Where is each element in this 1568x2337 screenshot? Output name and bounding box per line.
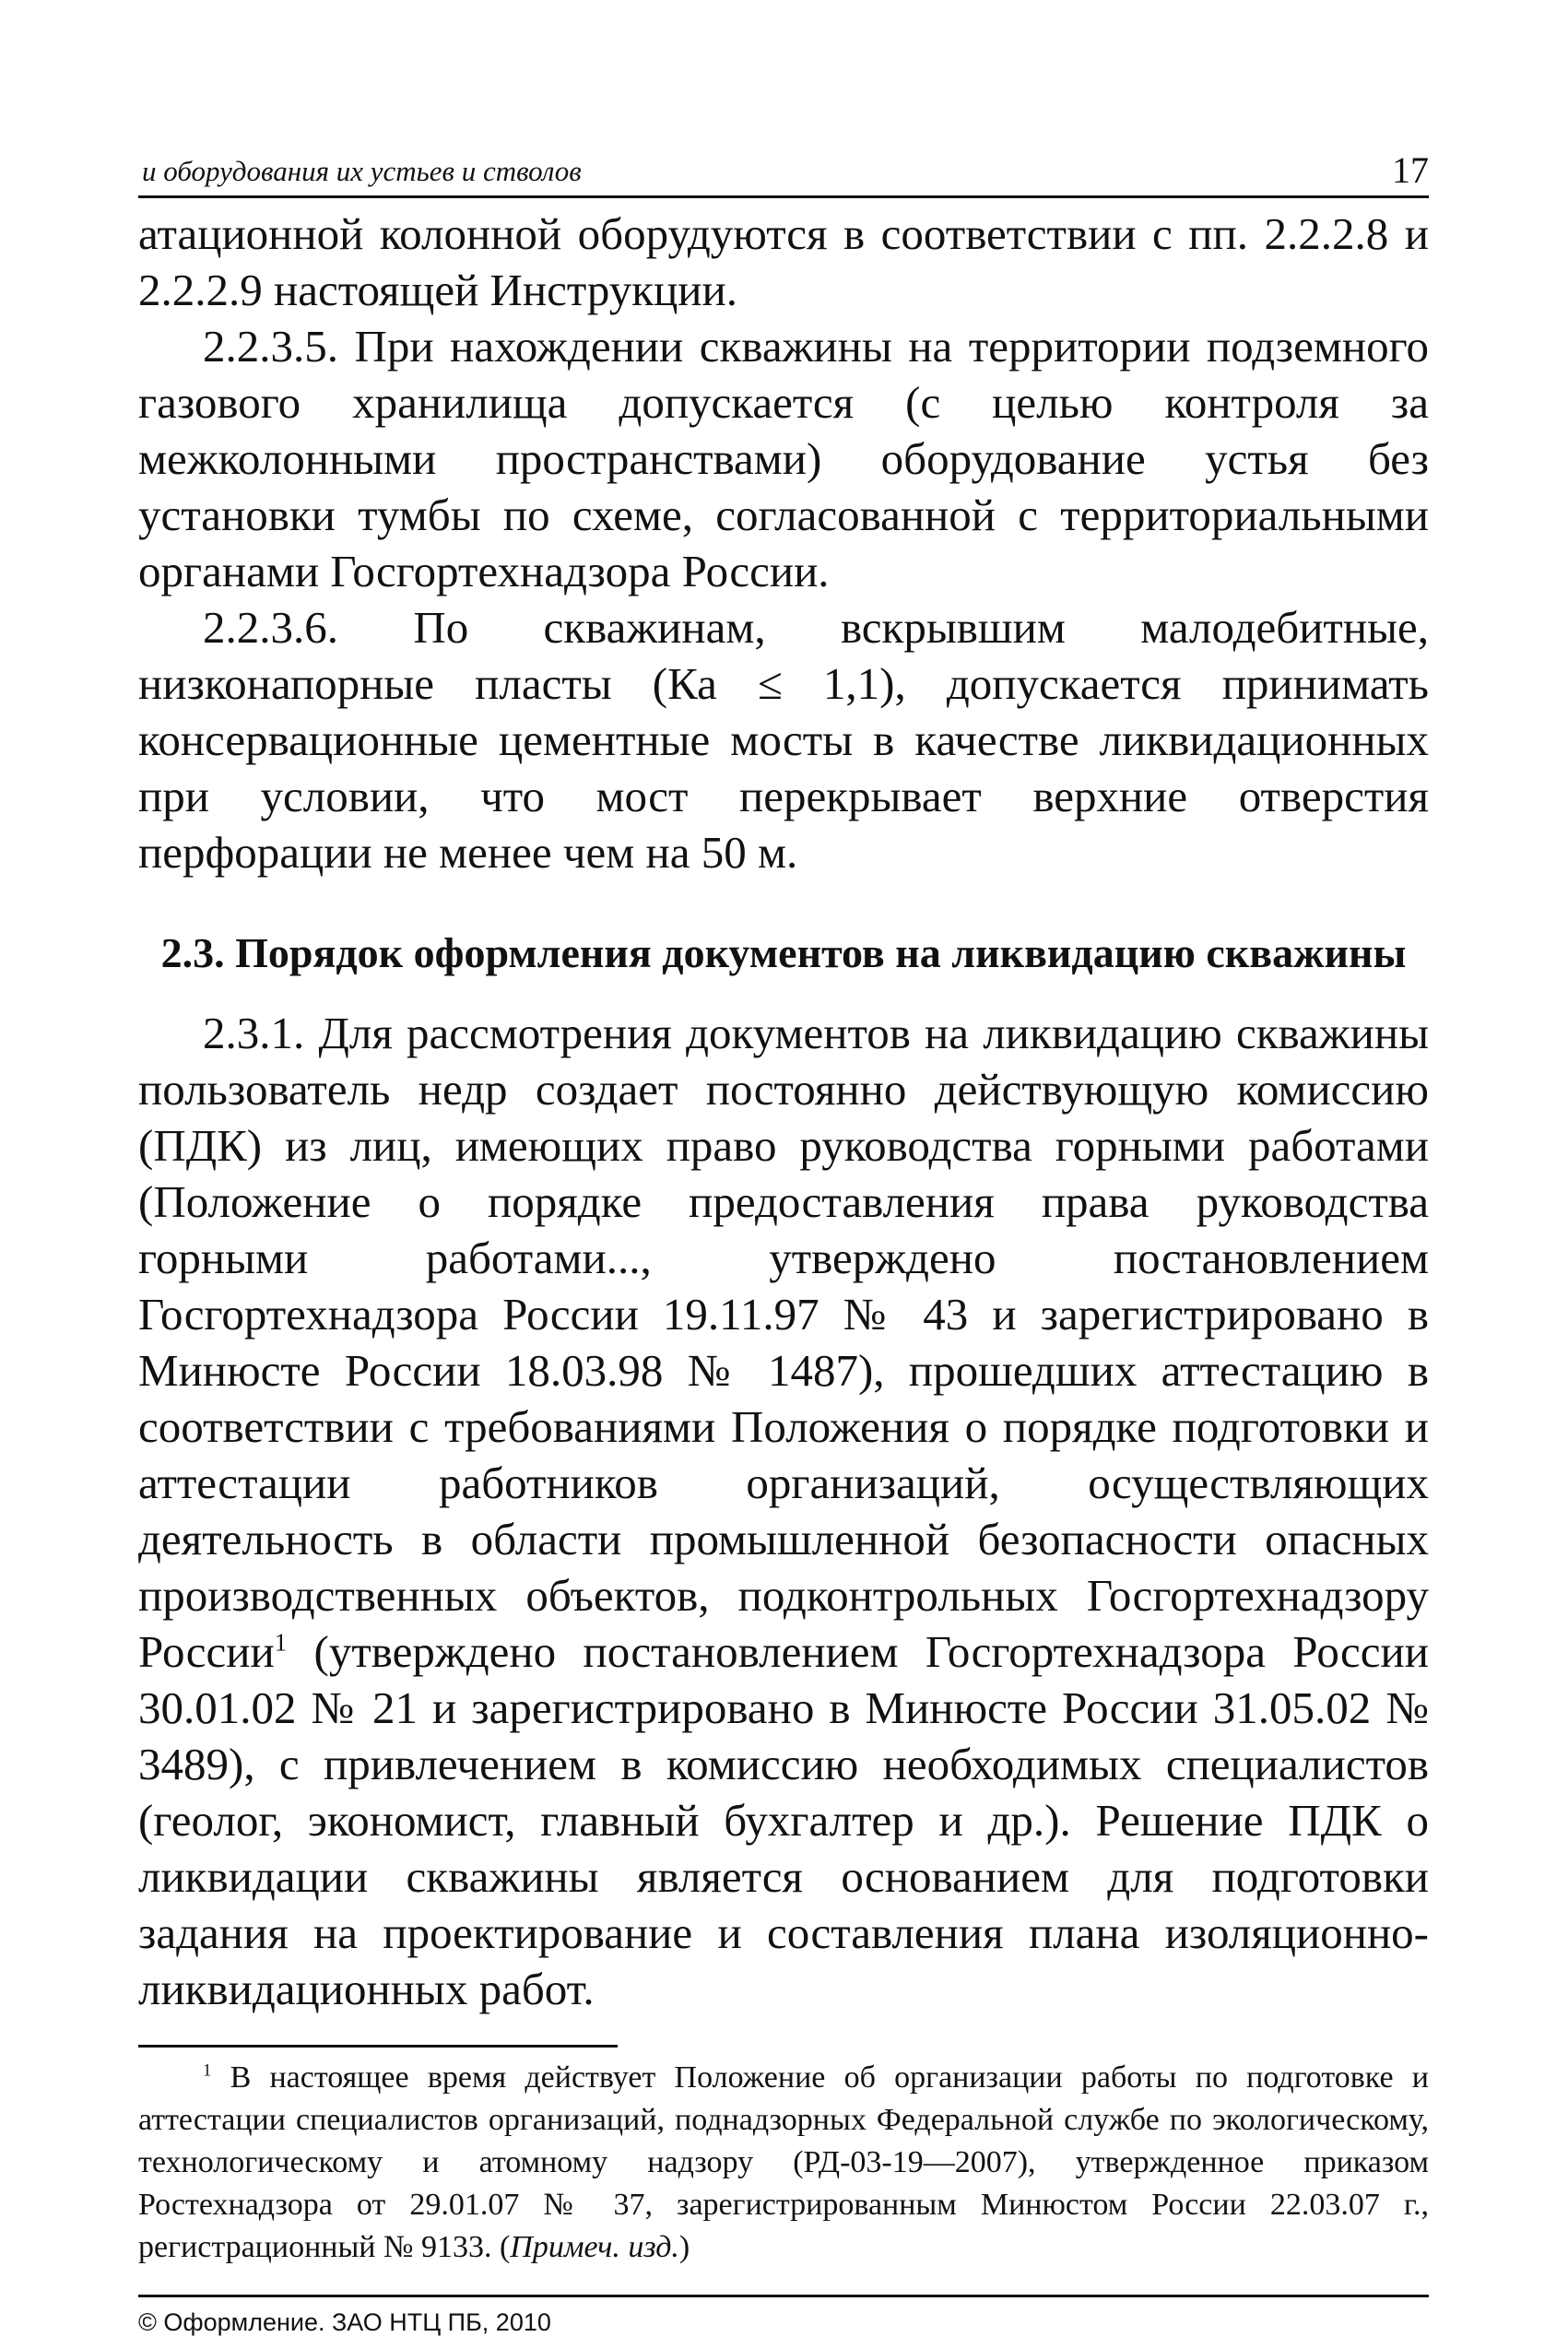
footnote-divider — [138, 2045, 618, 2048]
footnotes — [138, 2057, 1429, 2269]
running-header-title: и оборудования их устьев и стволов — [142, 155, 582, 187]
page-number: 17 — [1392, 149, 1429, 191]
footnote-1 — [138, 2057, 1429, 2269]
running-header — [138, 138, 1429, 198]
footnote-text: В настоящее время действует Положение об организации работы по подготовке и аттестации специалистов организаций, поднадзорных Федеральной службе по экологическому, технологическому и атомному надзору (РД-03-19—2007), утвержденное приказом Ростехнадзора от 29.01.07 № 37, зарегистрированным Минюстом России 22.03.07 г., регистрационный № 9133. ( — [138, 2060, 1429, 2264]
main-text — [138, 206, 1429, 2017]
section-heading: 2.3. Порядок оформления документов на ликвидацию скважины — [160, 929, 1407, 976]
paragraph-2-2-3-5: 2.2.3.5. При нахождении скважины на территории подземного газового хранилища допускается (с целью контроля за межколонными пространствами) оборудование устья без установки тумбы по схеме, согласованной с территориальными органами Госгортехнадзора России. — [138, 321, 1429, 596]
paragraph-2-3-1-part1: 2.3.1. Для рассмотрения документов на ликвидацию скважины пользователь недр создает постоянно действующую комиссию (ПДК) из лиц, имеющих право руководства горными работами (Положение о порядке предоставления права руководства горными работами..., утверждено постановлением Госгортехнадзора России 19.11.97 № 43 и зарегистрировано в Минюсте России 18.03.98 № 1487), прошедших аттестацию в соответствии с требованиями Положения о порядке подготовки и аттестации работников организаций, осуществляющих деятельность в области промышленной безопасности опасных производственных объектов, подконтрольных Госгортехнадзору России — [138, 1008, 1429, 1677]
paragraph-2-3-1-part2: (утверждено постановлением Госгортехнадзора России 30.01.02 № 21 и зарегистрировано в Минюсте России 31.05.02 № 3489), с привлечением в комиссию необходимых специалистов (геолог, экономист, главный бухгалтер и др.). Решение ПДК о ликвидации скважины является основанием для подготовки задания на проектирование и составления плана изоляционно-ликвидационных работ. — [138, 1626, 1429, 2014]
copyright-text: © Оформление. ЗАО НТЦ ПБ, 2010 — [138, 2308, 551, 2336]
copyright-line — [138, 2295, 1429, 2337]
paragraph-2-2-3-6: 2.2.3.6. По скважинам, вскрывшим малодебитные, низконапорные пласты (Ка ≤ 1,1), допускается принимать консервационные цементные мосты в качестве ликвидационных при условии, что мост перекрывает верхние отверстия перфорации не менее чем на 50 м. — [138, 602, 1429, 878]
paragraph-continuation: атационной колонной оборудуются в соответствии с пп. 2.2.2.8 и 2.2.2.9 настоящей Инструкции. — [138, 208, 1429, 315]
document-page — [138, 138, 1429, 2337]
footnote-reference: 1 — [274, 1628, 288, 1657]
paragraph-2-3-1 — [138, 1005, 1429, 2017]
footnote-mark: 1 — [203, 2060, 212, 2081]
footnote-editor-note: Примеч. изд. — [510, 2230, 679, 2264]
footnote-close: ) — [678, 2230, 690, 2264]
